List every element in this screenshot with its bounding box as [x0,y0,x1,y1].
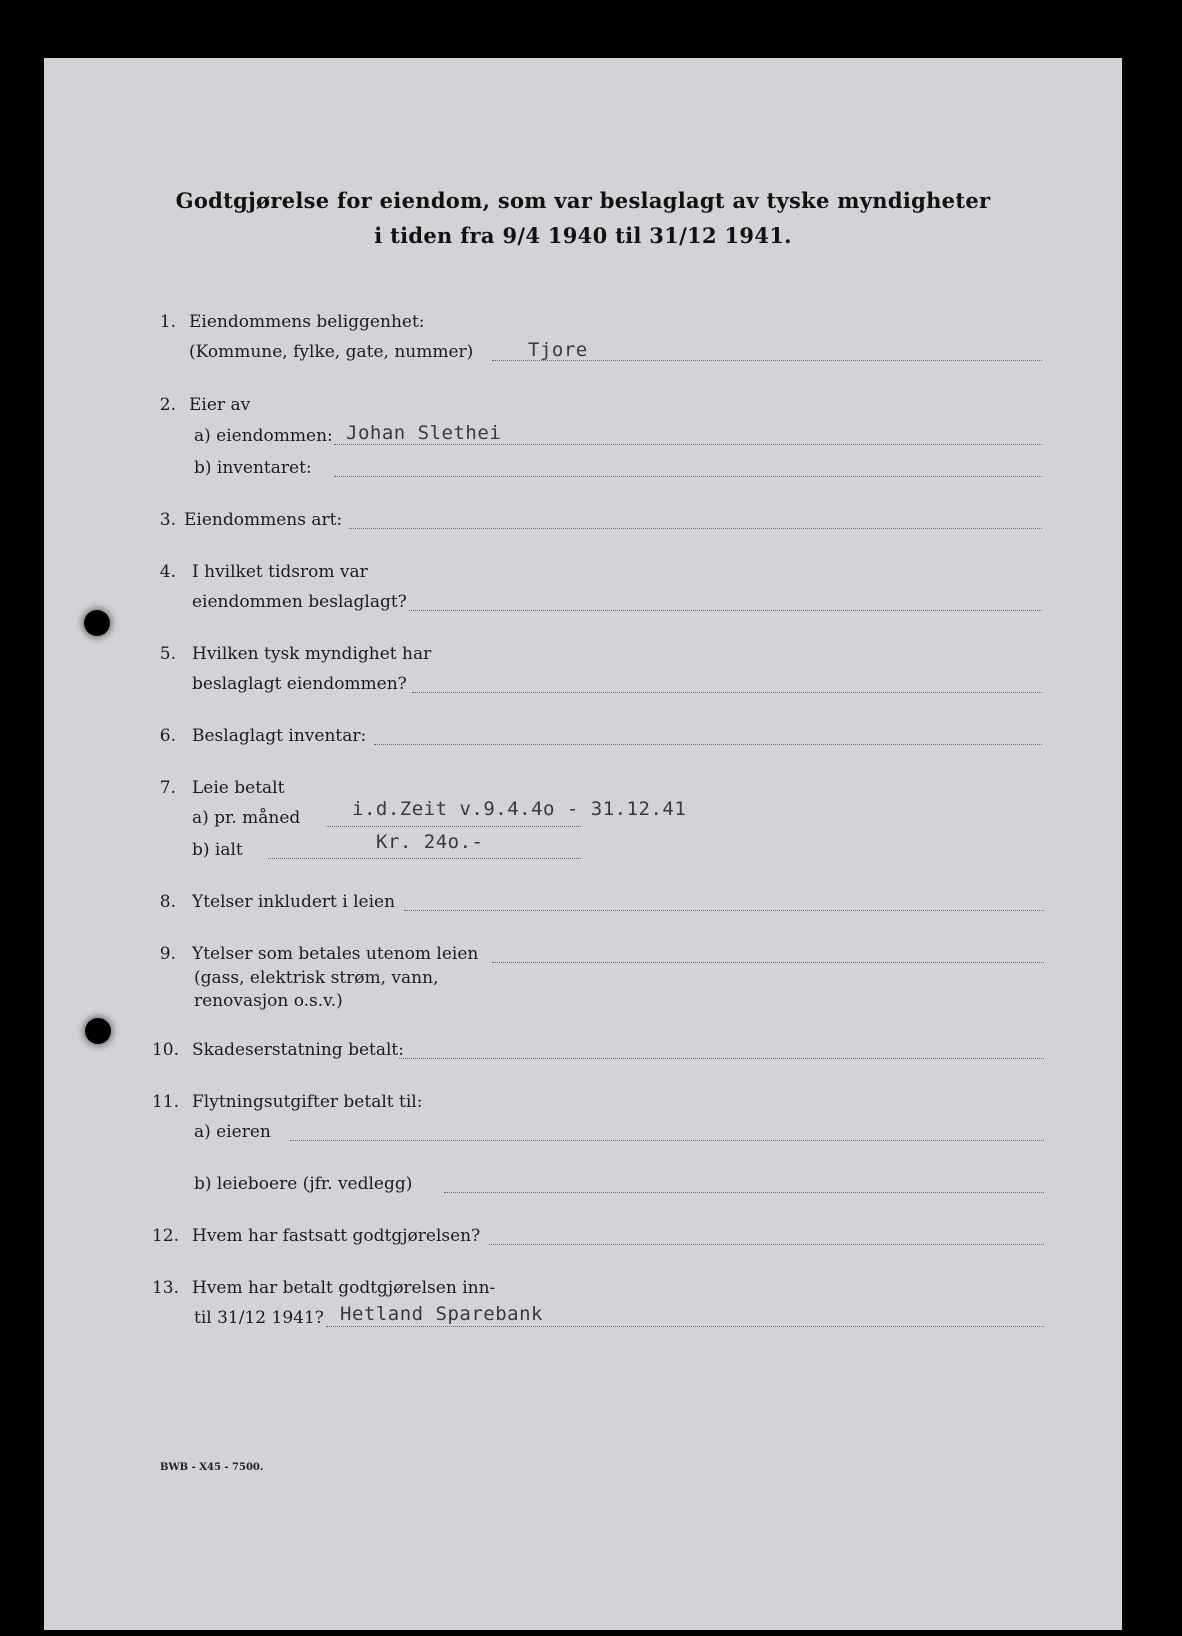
item-number-4: 4. [159,562,176,582]
item-number-12: 12. [151,1226,179,1246]
item-label-2a: a) eiendommen: [194,426,333,446]
item-label-10: Skadeserstatning betalt: [192,1040,404,1060]
item-number-5: 5. [159,644,176,664]
answer-line-12 [489,1244,1044,1245]
item-number-10: 10. [151,1040,179,1060]
item-number-13: 13. [151,1278,179,1298]
item-sublabel-1: (Kommune, fylke, gate, nummer) [189,342,474,362]
item-sublabel-5: beslaglagt eiendommen? [192,674,407,694]
answer-line-2b [334,476,1042,477]
item-label-12: Hvem har fastsatt godtgjørelsen? [192,1226,481,1246]
item-label-2: Eier av [189,395,251,415]
answer-line-5 [412,692,1042,693]
item-number-6: 6. [159,726,176,746]
answer-line-7a [326,826,581,827]
item-number-1: 1. [159,312,176,332]
answer-line-11b [444,1192,1044,1193]
answer-line-4 [409,610,1042,611]
punch-hole-top [84,610,110,636]
item-label-13: Hvem har betalt godtgjørelsen inn- [192,1278,496,1298]
punch-hole-bottom [85,1018,111,1044]
answer-line-2a [334,444,1042,445]
item-label-7a: a) pr. måned [192,808,301,828]
item-number-9: 9. [159,944,176,964]
item-number-8: 8. [159,892,176,912]
form-title-line1: Godtgjørelse for eiendom, som var beslaglagt av tyske myndigheter [175,188,991,213]
answer-line-13 [326,1326,1044,1327]
form-sheet [44,58,1122,1630]
typed-answer-7b: Kr. 24o.- [376,831,484,853]
item-number-11: 11. [151,1092,179,1112]
item-label-1: Eiendommens beliggenhet: [189,312,425,332]
item-label-6: Beslaglagt inventar: [192,726,367,746]
item-label-11b: b) leieboere (jfr. vedlegg) [194,1174,413,1194]
answer-line-10 [399,1058,1044,1059]
item-number-3: 3. [159,510,176,530]
item-label-8: Ytelser inkludert i leien [192,892,396,912]
item-label-11a: a) eieren [194,1122,271,1142]
item-sublabel-9b: renovasjon o.s.v.) [194,991,343,1011]
item-label-2b: b) inventaret: [194,458,312,478]
form-title-line2: i tiden fra 9/4 1940 til 31/12 1941. [374,223,792,248]
answer-line-7b [268,858,581,859]
typed-answer-1: Tjore [528,339,588,361]
answer-line-3 [349,528,1042,529]
item-sublabel-9a: (gass, elektrisk strøm, vann, [194,968,439,988]
item-sublabel-4: eiendommen beslaglagt? [192,592,407,612]
item-sublabel-13: til 31/12 1941? [194,1308,324,1328]
item-label-7: Leie betalt [192,778,285,798]
item-label-11: Flytningsutgifter betalt til: [192,1092,423,1112]
typed-answer-2a: Johan Slethei [346,422,502,444]
form-footer-code: BWB - X45 - 7500. [160,1462,264,1473]
answer-line-6 [374,744,1042,745]
item-label-7b: b) ialt [192,840,243,860]
typed-answer-7a: i.d.Zeit v.9.4.4o - 31.12.41 [352,798,687,820]
answer-line-8 [404,910,1044,911]
item-label-4: I hvilket tidsrom var [192,562,368,582]
answer-line-9 [492,962,1044,963]
item-number-2: 2. [159,395,176,415]
answer-line-11a [290,1140,1044,1141]
item-label-9: Ytelser som betales utenom leien [192,944,479,964]
item-number-7: 7. [159,778,176,798]
item-label-3: Eiendommens art: [184,510,343,530]
item-label-5: Hvilken tysk myndighet har [192,644,432,664]
typed-answer-13: Hetland Sparebank [340,1303,543,1325]
